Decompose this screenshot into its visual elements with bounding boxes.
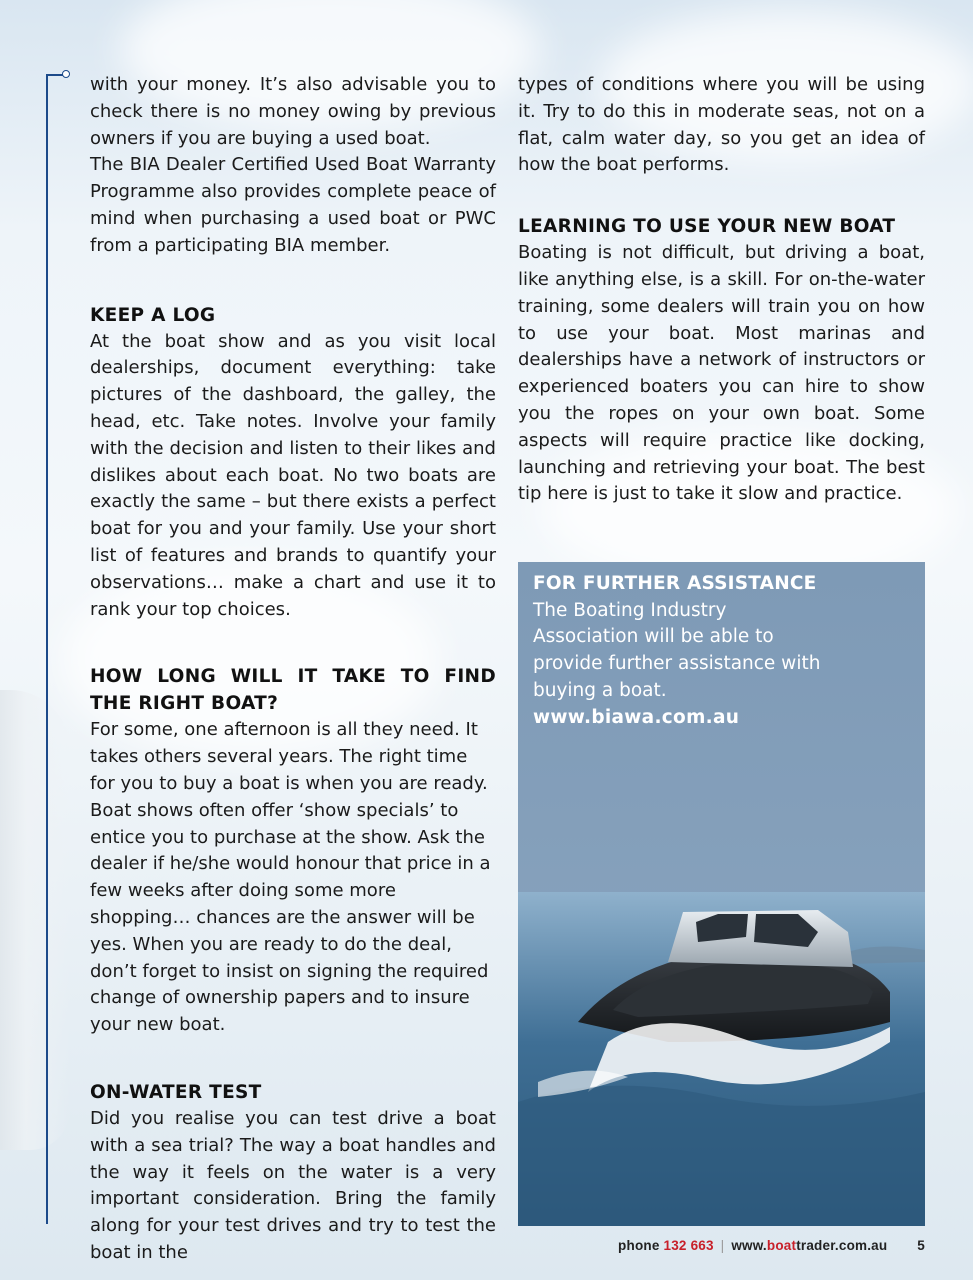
body-paragraph: with your money. It’s also advisable you to check there is no money owing by previous owners if you are buying a used boat. bbox=[90, 74, 496, 149]
distant-land bbox=[848, 946, 925, 964]
page-footer bbox=[618, 1238, 925, 1253]
footer-phone-label: phone bbox=[618, 1238, 660, 1253]
page-number: 5 bbox=[917, 1238, 925, 1253]
assistance-body: The Boating Industry Association will be able to provide further assistance with buying a boat. bbox=[533, 599, 821, 701]
speedboat-photo bbox=[518, 892, 925, 1226]
left-column bbox=[90, 72, 496, 1267]
section-heading-on-water-test: ON-WATER TEST bbox=[90, 1081, 262, 1103]
footer-url-brand: boat bbox=[766, 1238, 797, 1253]
water-foreground bbox=[518, 1086, 925, 1226]
footer-separator: | bbox=[720, 1238, 725, 1253]
body-paragraph: For some, one afternoon is all they need. It takes others several years. The right time for you to buy a boat is when you are ready. Boat shows often offer ‘show specials’ to entice you to purchase at the show. Ask the dealer if he/she would honour that price in a few weeks after doing some more shopping… chances are the answer will be yes. When you are ready to do the deal, don’t forget to insist on signing the required change of ownership papers and to insure your new boat. bbox=[90, 719, 491, 1036]
body-paragraph: types of conditions where you will be using it. Try to do this in moderate seas, not on a flat, calm water day, so you get an idea of how the boat performs. bbox=[518, 74, 925, 176]
footer-url-suffix: trader.com.au bbox=[796, 1238, 888, 1253]
section-heading-how-long: HOW LONG WILL IT TAKE TO FIND THE RIGHT BOAT? bbox=[90, 666, 496, 715]
body-paragraph: Boating is not difficult, but driving a boat, like anything else, is a skill. For on-the-water training, some dealers will train you on how to use your boat. Most marinas and dealerships have a network of instructors or experienced boaters you can hire to show you the ropes on your own boat. Some aspects will require practice like docking, launching and retrieving your boat. The best tip here is just to take it slow and practice. bbox=[518, 242, 925, 505]
assistance-heading: FOR FURTHER ASSISTANCE bbox=[533, 573, 817, 594]
body-paragraph: The BIA Dealer Certified Used Boat Warranty Programme also provides complete peace of mind when purchasing a used boat or PWC from a participating BIA member. bbox=[90, 154, 496, 256]
further-assistance-box bbox=[518, 562, 925, 1226]
assistance-url-link[interactable]: www.biawa.com.au bbox=[533, 706, 740, 728]
right-column bbox=[518, 72, 925, 508]
body-paragraph: At the boat show and as you visit local dealerships, document everything: take pictures of the dashboard, the galley, the head, etc. Take notes. Involve your family with the decision and listen to their likes and dislikes about each boat. No two boats are exactly the same – but there exists a perfect boat for you and your family. Use your short list of features and brands to quantify your observations… make a chart and use it to rank your top choices. bbox=[90, 330, 496, 620]
section-heading-keep-a-log: KEEP A LOG bbox=[90, 304, 216, 326]
section-heading-learning: LEARNING TO USE YOUR NEW BOAT bbox=[518, 216, 896, 238]
body-paragraph: Did you realise you can test drive a boat with a sea trial? The way a boat handles and the way it feels on the water is a very important consideration. Bring the family along for your test drives and try to test the boat in the bbox=[90, 1107, 496, 1263]
footer-phone-number: 132 663 bbox=[663, 1238, 714, 1253]
margin-rule bbox=[46, 74, 48, 1224]
margin-rule-dot bbox=[62, 70, 70, 78]
footer-url-prefix: www. bbox=[731, 1238, 767, 1253]
assistance-text bbox=[533, 571, 833, 731]
background-boat-hull bbox=[0, 690, 70, 1150]
footer-website-link[interactable] bbox=[731, 1238, 887, 1253]
